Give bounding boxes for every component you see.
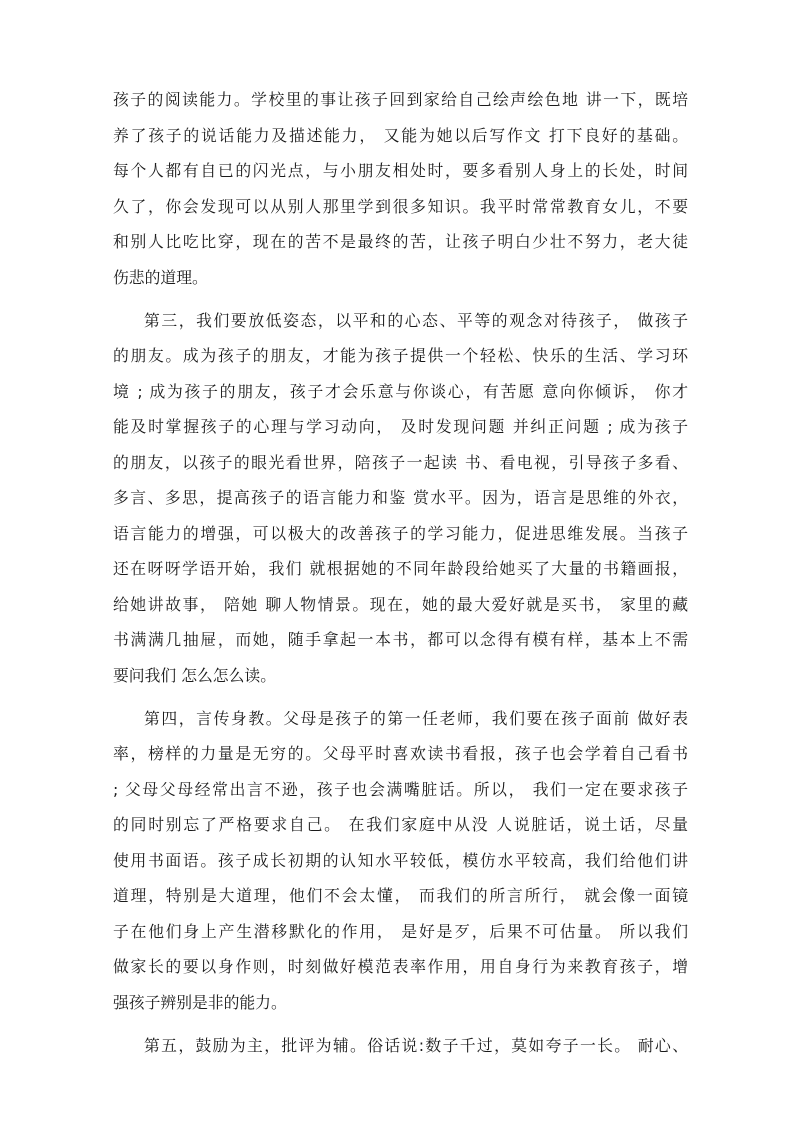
text-line: 还在呀呀学语开始，我们 就根据她的不同年龄段给她买了大量的书籍画报， <box>113 559 688 578</box>
text-line: 久了，你会发现可以从别人那里学到很多知识。我平时常常教育女儿，不要 <box>113 196 688 216</box>
text-line: 强孩子辨别是非的能力。 <box>113 992 287 1012</box>
text-line: 和别人比吃比穿，现在的苦不是最终的苦，让孩子明白少壮不努力，老大徒 <box>113 232 688 251</box>
text-line: 的朋友。成为孩子的朋友，才能为孩子提供一个轻松、快乐的生活、学习环 <box>113 346 688 365</box>
text-line: 子在他们身上产生潜移默化的作用， 是好是歹，后果不可估量。 所以我们 <box>113 921 688 941</box>
text-line: ; 父母父母经常出言不逊，孩子也会满嘴脏话。所以， 我们一定在要求孩子 <box>113 779 688 799</box>
text-line: 境 ; 成为孩子的朋友，孩子才会乐意与你谈心，有苦愿 意向你倾诉， 你才 <box>113 381 688 401</box>
text-line: 伤悲的道理。 <box>113 267 208 287</box>
text-line: 率，榜样的力量是无穷的。父母平时喜欢读书看报，孩子也会学着自己看书 <box>113 744 688 763</box>
text-line: 道理，特别是大道理，他们不会太懂， 而我们的所言所行， 就会像一面镜 <box>113 886 688 905</box>
text-line: 第三，我们要放低姿态，以平和的心态、平等的观念对待孩子， 做孩子 <box>144 310 688 330</box>
text-line: 语言能力的增强，可以极大的改善孩子的学习能力，促进思维发展。当孩子 <box>113 523 688 543</box>
text-line: 要问我们 怎么怎么读。 <box>113 665 276 685</box>
paragraph-1 <box>113 82 688 295</box>
text-line: 使用书面语。孩子成长初期的认知水平较低，模仿水平较高，我们给他们讲 <box>113 850 688 870</box>
text-line: 做家长的要以身作则，时刻做好模范表率作用，用自身行为来教育孩子，增 <box>113 957 688 976</box>
text-line: 书满满几抽屉，而她，随手拿起一本书，都可以念得有模有样，基本上不需 <box>113 630 688 649</box>
paragraph-3 <box>113 701 688 1021</box>
text-line: 给她讲故事， 陪她 聊人物情景。现在，她的最大爱好就是买书， 家里的藏 <box>113 594 688 614</box>
text-line: 的同时别忘了严格要求自己。 在我们家庭中从没 人说脏话，说土话，尽量 <box>113 815 688 834</box>
text-line: 能及时掌握孩子的心理与学习动向， 及时发现问题 并纠正问题 ; 成为孩子 <box>113 417 688 436</box>
paragraph-4 <box>113 1028 688 1064</box>
text-line: 多言、多思，提高孩子的语言能力和鉴 赏水平。因为，语言是思维的外衣， <box>113 488 688 507</box>
text-line: 孩子的阅读能力。学校里的事让孩子回到家给自己绘声绘色地 讲一下，既培 <box>113 90 688 109</box>
paragraph-2 <box>113 303 688 694</box>
document-body <box>113 82 688 1063</box>
text-line: 养了孩子的说话能力及描述能力， 又能为她以后写作文 打下良好的基础。 <box>113 125 688 145</box>
text-line: 的朋友，以孩子的眼光看世界，陪孩子一起读 书、看电视，引导孩子多看、 <box>113 452 688 472</box>
text-line: 第四，言传身教。父母是孩子的第一任老师，我们要在孩子面前 做好表 <box>144 708 688 728</box>
text-line: 第五，鼓励为主，批评为辅。俗话说:数子千过，莫如夸子一长。 耐心、 <box>144 1035 688 1055</box>
text-line: 每个人都有自已的闪光点，与小朋友相处时，要多看别人身上的长处，时间 <box>113 161 688 180</box>
